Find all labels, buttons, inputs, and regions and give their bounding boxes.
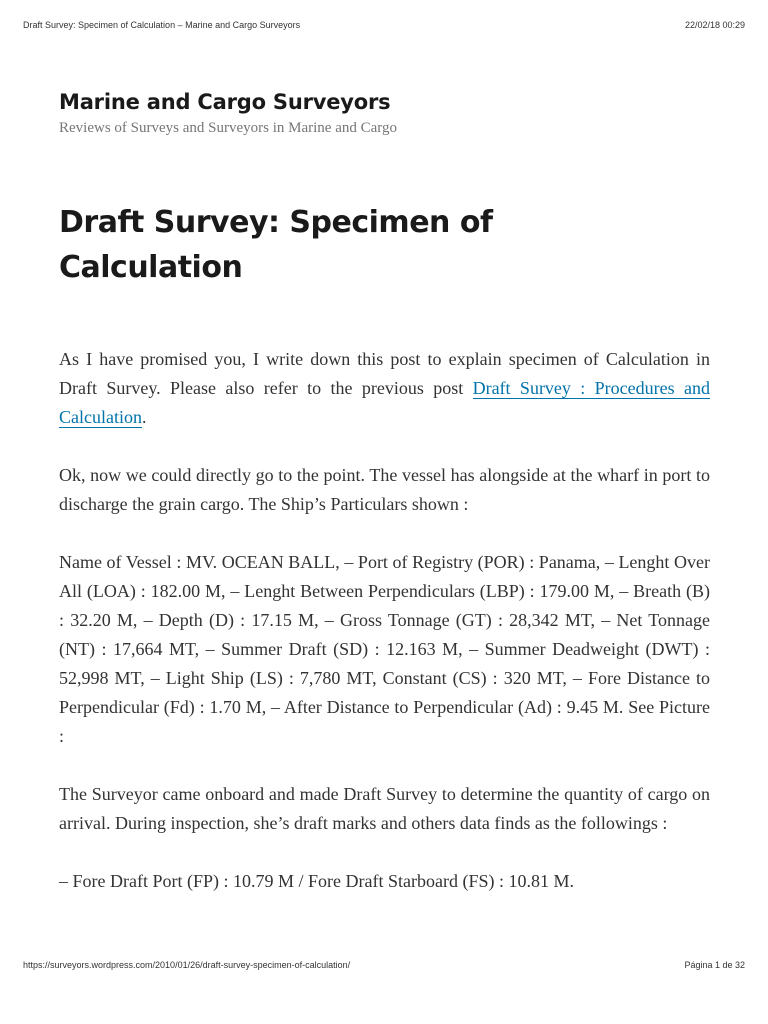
site-title[interactable]: Marine and Cargo Surveyors [59, 90, 391, 114]
paragraph-intro [59, 345, 710, 432]
site-tagline: Reviews of Surveys and Surveyors in Marine and Cargo [59, 120, 397, 136]
print-header-title: Draft Survey: Specimen of Calculation – Marine and Cargo Surveyors [23, 20, 301, 30]
post-content [59, 345, 710, 925]
paragraph-fore-draft: – Fore Draft Port (FP) : 10.79 M / Fore Draft Starboard (FS) : 10.81 M. [59, 871, 574, 891]
print-header-date: 22/02/18 00:29 [684, 20, 745, 30]
post-title: Draft Survey: Specimen of Calculation [59, 205, 493, 285]
previous-post-link[interactable]: Draft Survey : Procedures and Calculation [59, 378, 710, 427]
paragraph-ship-particulars: Name of Vessel : MV. OCEAN BALL, – Port of Registry (POR) : Panama, – Lenght Over All (LOA) : 182.00 M, – Lenght Between Perpendiculars (LBP) : 179.00 M, – Breath (B) : 32.20 M, – Depth (D) : 17.15 M, – Gross Tonnage (GT) : 28,342 MT, – Net Tonnage (NT) : 17,664 MT, – Summer Draft (SD) : 12.163 M, – Summer Deadweight (DWT) : 52,998 MT, – Light Ship (LS) : 7,780 MT, Constant (CS) : 320 MT, – Fore Distance to Perpendicular (Fd) : 1.70 M, – After Distance to Perpendicular (Ad) : 9.45 M. See Picture : [59, 552, 710, 746]
intro-end: . [141, 407, 147, 427]
print-header [23, 20, 745, 36]
print-footer [23, 960, 745, 976]
paragraph-surveyor: The Surveyor came onboard and made Draft Survey to determine the quantity of cargo on arrival. During inspection, she’s draft marks and others data finds as the followings : [59, 784, 710, 833]
intro-text: As I have promised you, I write down this post to explain specimen of Calculation in Draft Survey. Please also refer to the previous post [59, 349, 710, 398]
paragraph-vessel-context: Ok, now we could directly go to the point. The vessel has alongside at the wharf in port to discharge the grain cargo. The Ship’s Particulars shown : [59, 465, 710, 514]
site-header [59, 90, 719, 137]
print-footer-page: Página 1 de 32 [684, 960, 745, 970]
print-footer-url: https://surveyors.wordpress.com/2010/01/26/draft-survey-specimen-of-calculation/ [23, 960, 351, 970]
